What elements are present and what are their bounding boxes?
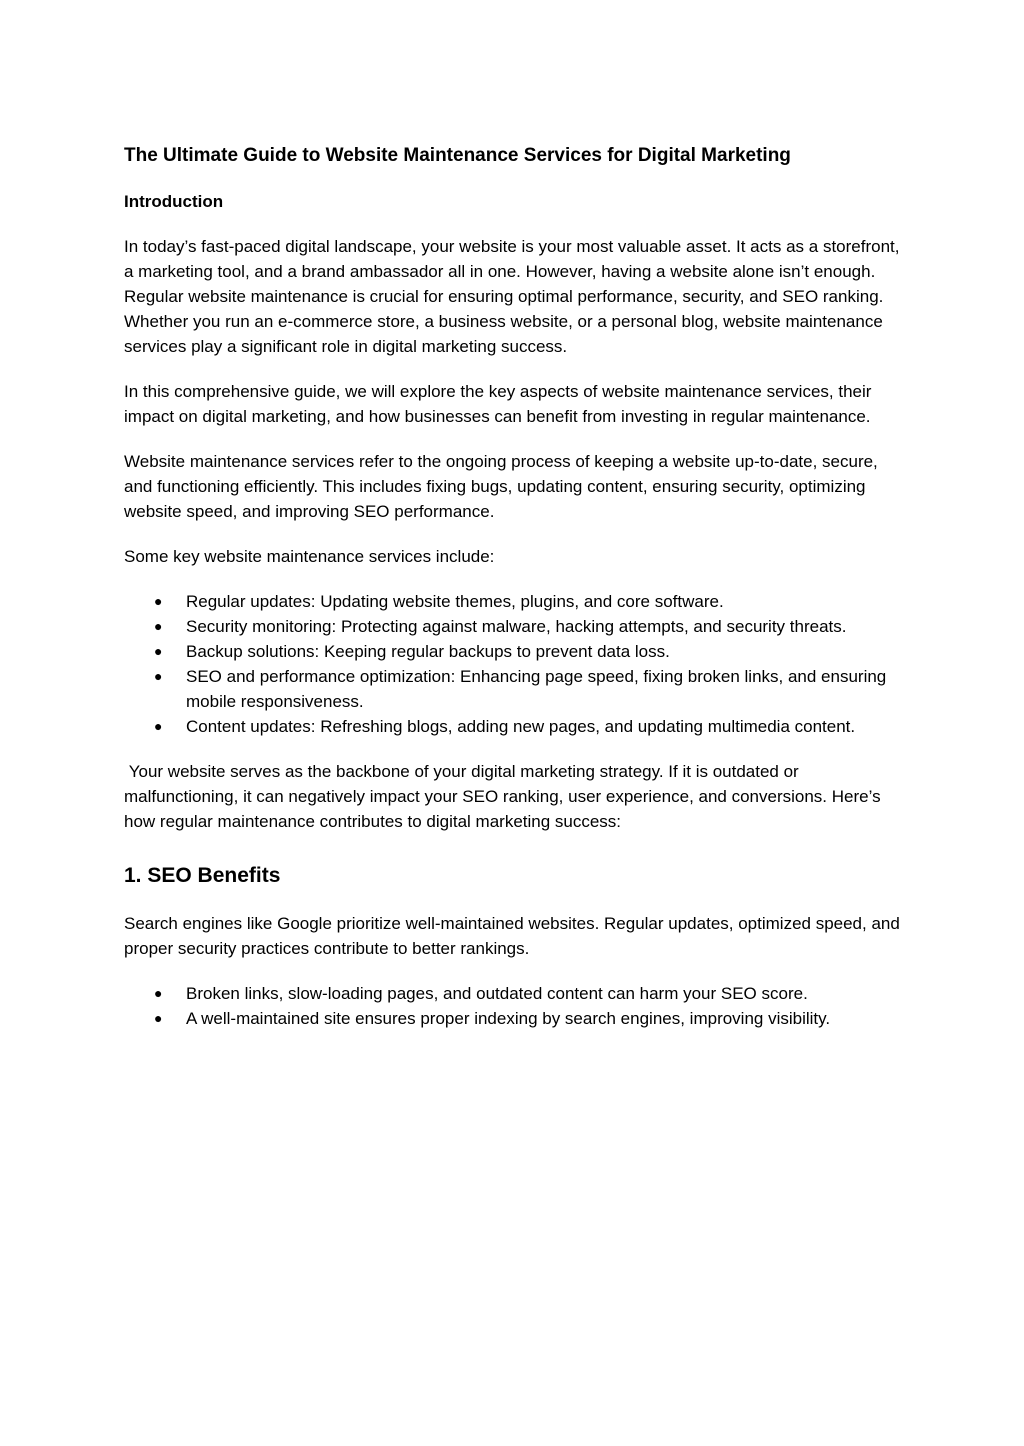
list-item-text: Regular updates: Updating website themes, plugins, and core software.	[186, 592, 724, 611]
bullet-icon: ●	[154, 618, 163, 634]
definition-paragraph: Website maintenance services refer to the ongoing process of keeping a website up-to-date, secure, and functioning efficiently. This includes fixing bugs, updating content, ensuring security, optimizing website speed, and improving SEO performance.	[124, 452, 878, 521]
list-item-text: Content updates: Refreshing blogs, adding new pages, and updating multimedia content.	[186, 717, 856, 736]
document-title: The Ultimate Guide to Website Maintenance Services for Digital Marketing	[124, 145, 791, 166]
bullet-icon: ●	[154, 643, 163, 659]
list-item	[124, 639, 904, 664]
seo-list	[124, 981, 904, 1031]
intro-paragraph: In today’s fast-paced digital landscape, your website is your most valuable asset. It acts as a storefront, a marketing tool, and a brand ambassador all in one. However, having a website alone isn’t enough. Regular website maintenance is crucial for ensuring optimal performance, security, and SEO ranking. Whether you run an e-commerce store, a business website, or a personal blog, website maintenance services play a significant role in digital marketing success.	[124, 237, 900, 356]
list-item	[124, 614, 904, 639]
seo-paragraph: Search engines like Google prioritize well-maintained websites. Regular updates, optimized speed, and proper security practices contribute to better rankings.	[124, 914, 900, 958]
introduction-heading: Introduction	[124, 192, 224, 211]
list-item-text: Security monitoring: Protecting against malware, hacking attempts, and security threats.	[186, 617, 847, 636]
list-item-text: Backup solutions: Keeping regular backups to prevent data loss.	[186, 642, 670, 661]
guide-overview-paragraph: In this comprehensive guide, we will explore the key aspects of website maintenance services, their impact on digital marketing, and how businesses can benefit from investing in regular maintenance.	[124, 382, 872, 426]
bullet-icon: ●	[154, 593, 163, 609]
services-list	[124, 589, 904, 739]
list-item-text: SEO and performance optimization: Enhancing page speed, fixing broken links, and ensuring mobile responsiveness.	[186, 667, 887, 711]
list-item	[124, 1006, 904, 1031]
bullet-icon: ●	[154, 668, 163, 684]
backbone-paragraph: Your website serves as the backbone of your digital marketing strategy. If it is outdated or malfunctioning, it can negatively impact your SEO ranking, user experience, and conversions. Here’s how regular maintenance contributes to digital marketing success:	[124, 762, 886, 831]
bullet-icon: ●	[154, 718, 163, 734]
bullet-icon: ●	[154, 1010, 163, 1026]
list-item	[124, 664, 904, 714]
list-item-text: A well-maintained site ensures proper indexing by search engines, improving visibility.	[186, 1009, 831, 1028]
list-item	[124, 589, 904, 614]
bullet-icon: ●	[154, 985, 163, 1001]
services-intro-paragraph: Some key website maintenance services include:	[124, 547, 495, 566]
list-item	[124, 981, 904, 1006]
list-item-text: Broken links, slow-loading pages, and outdated content can harm your SEO score.	[186, 984, 808, 1003]
seo-benefits-heading: 1. SEO Benefits	[124, 864, 281, 887]
list-item	[124, 714, 904, 739]
document-page	[124, 143, 904, 1051]
